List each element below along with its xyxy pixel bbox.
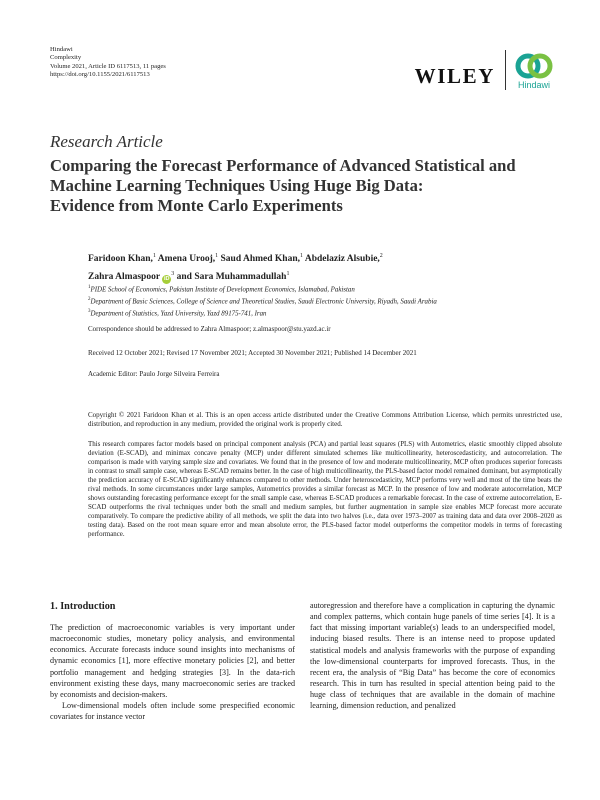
intro-left-column: [50, 622, 295, 722]
logo-divider: [505, 50, 506, 90]
article-dates: Received 12 October 2021; Revised 17 November 2021; Accepted 30 November 2021; Published 14 December 2021: [88, 349, 417, 357]
hindawi-rings-icon: [514, 51, 554, 81]
journal-name: Complexity: [50, 54, 82, 62]
hindawi-wordmark: Hindawi: [517, 79, 550, 90]
author-list: Faridoon Khan,$^1$ Amena Urooj,$^1$ Saud Ahmed Khan,$^1$ Abdelaziz Alsubie,$^2$ Zahra Almaspoor $iD^3$ and Sara Muhammadullah$^1$: [88, 253, 383, 282]
volume-line: Volume 2021, Article ID 6117513, 11 pages: [50, 62, 166, 70]
author-name[interactable]: Zahra Almaspoor: [88, 271, 160, 282]
affiliation: $^3$Department of Statistics, Yazd University, Yazd 89175-741, Iran: [88, 308, 267, 317]
copyright-notice: Copyright © 2021 Faridoon Khan et al. This is an open access article distributed under the Creative Commons Attribution License, which permits unrestricted use, distribution, and reproduction in any medium, provided the original work is properly cited.: [88, 411, 562, 429]
author-name[interactable]: Faridoon Khan,: [88, 254, 153, 265]
affiliation: $^1$PIDE School of Economics, Pakistan Institute of Development Economics, Islamabad, Pakistan: [88, 285, 355, 294]
title-line: Machine Learning Techniques Using Huge Big Data:: [50, 176, 424, 195]
article-type: Research Article: [50, 132, 163, 151]
paragraph: The prediction of macroeconomic variables is very important under macroeconomic studies, monetary policy analysis, and environmental economics. Accurate forecasts induce sound insights into mechanisms of dynamic economics [1], more effective monetary policies [2], and better portfolio management and hedging strategies [3]. In the data-rich environment existing these days, many macroeconomic series are tracked by economists and decision-makers.: [50, 623, 295, 699]
intro-right-column: [310, 600, 555, 712]
paragraph: autoregression and therefore have a complication in capturing the dynamic and complex patterns, which contain huge panels of time series [4]. It is a fact that missing important variable(s) leads to an underspecified model, inducing biased results. There is an intense need to propose updated statistical models and analysis frameworks with the purpose of expanding the low-dimensional counterparts for improved forecasts. Thus, in the recent era, the analysis of “Big Data” has become the core of economics research. This in turn has resulted in special attention being paid to the huge class of techniques that are available in the domain of machine learning, dimension reduction, and penalized: [310, 601, 555, 711]
orcid-icon[interactable]: iD: [164, 275, 170, 282]
section-heading: 1. Introduction: [50, 601, 116, 612]
correspondence: Correspondence should be addressed to Zahra Almaspoor; z.almaspoor@stu.yazd.ac.ir: [88, 325, 331, 333]
author-name[interactable]: Amena Urooj,: [157, 254, 216, 265]
paragraph: Low-dimensional models often include some prespecified economic covariates for instance vector: [50, 701, 295, 722]
hindawi-logo: [514, 51, 554, 90]
publisher-logos: [415, 50, 554, 90]
author-name[interactable]: Abdelaziz Alsubie,: [304, 254, 380, 265]
author-name[interactable]: Saud Ahmed Khan,: [220, 254, 300, 265]
title-line: Evidence from Monte Carlo Experiments: [50, 196, 343, 215]
title-line: Comparing the Forecast Performance of Advanced Statistical and: [50, 156, 516, 175]
academic-editor: Academic Editor: Paulo Jorge Silveira Ferreira: [88, 370, 220, 378]
affiliation: $^2$Department of Basic Sciences, College of Science and Theoretical Studies, Saudi Electronic University, Riyadh, Saudi Arabia: [88, 296, 437, 306]
doi-link[interactable]: https://doi.org/10.1155/2021/6117513: [50, 71, 150, 79]
author-name[interactable]: and Sara Muhammadullah: [176, 271, 287, 282]
affiliations: [88, 283, 558, 318]
journal-header: [50, 46, 166, 80]
wiley-logo: WILEY: [414, 63, 495, 88]
abstract: This research compares factor models based on principal component analysis (PCA) and partial least squares (PLS) with Autometrics, elastic smoothly clipped absolute deviation (E-SCAD), and minimax concave penalty (MCP) under different simulated schemes like multicollinearity, heteroscedasticity, and autocorrelation. The comparison is made with varying sample size and covariates. We found that in the presence of low and moderate multicollinearity, MCP often produces superior forecasts in contrast to small sample case, whereas E-SCAD remains better. In the case of high multicollinearity, the PLS-based factor model remained dominant, but asymptotically the prediction accuracy of E-SCAD significantly enhances compared to other methods. Under heteroscedasticity, MCP performs very well and most of the time beats the rival methods. In some circumstances under large samples, Autometrics provides a similar forecast as MCP. In the presence of low and moderate autocorrelation, MCP shows outstanding forecasting performance except for the small sample case, whereas E-SCAD produces a remarkable forecast. In the case of extreme autocorrelation, E-SCAD outperforms the rival techniques under both the small and medium samples, but further augmentation in sample size enables MCP forecast more accurate comparatively. To compare the predictive ability of all methods, we split the data into two halves (i.e., data over 1973–2007 as training data and data over 2008–2020 as testing data). Based on the root mean square error and mean absolute error, the PLS-based factor model outperforms the competitor models in terms of forecasting performance.: [88, 441, 562, 539]
publisher-name: Hindawi: [50, 46, 73, 53]
paper-title: [50, 156, 560, 216]
